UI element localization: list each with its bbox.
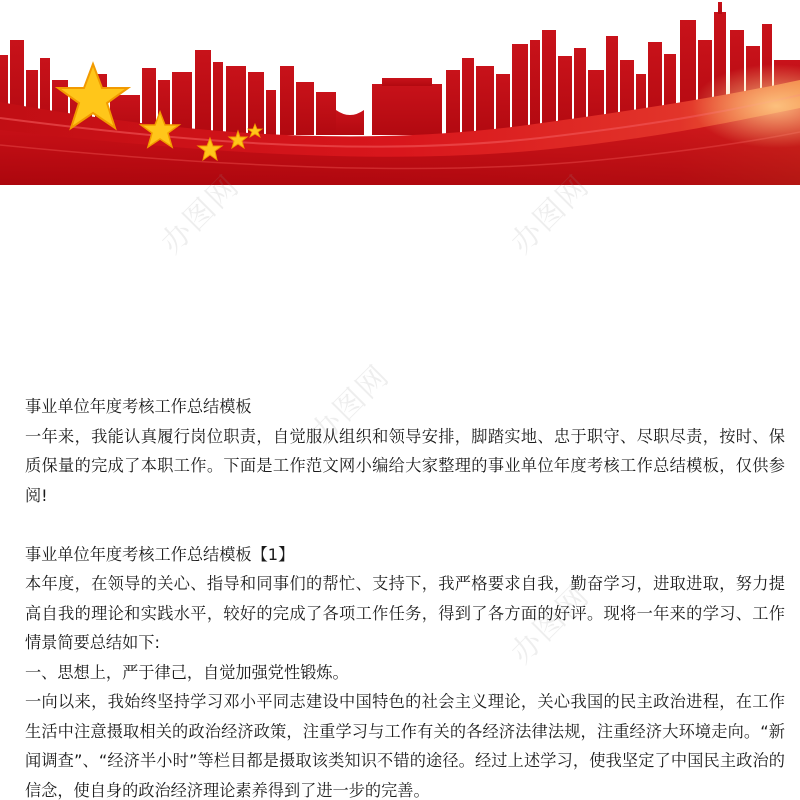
intro-paragraph: 一年来，我能认真履行岗位职责，自觉服从组织和领导安排，脚踏实地、忠于职守、尽职尽责，按时、保质保量的完成了本职工作。下面是工作范文网小编给大家整理的事业单位年度考核工作总结模板，仅供参阅!: [25, 426, 785, 505]
watermark-text: 办图网: [154, 168, 247, 261]
section-heading: 一、思想上，严于律己，自觉加强党性锻炼。: [25, 662, 349, 682]
body-paragraph: 本年度，在领导的关心、指导和同事们的帮忙、支持下，我严格要求自我，勤奋学习，进取进取，努力提高自我的理论和实践水平，较好的完成了各项工作任务，得到了各方面的好评。现将一年来的学习、工作情景简要总结如下:: [25, 574, 785, 652]
watermark-text: 办图网: [304, 358, 397, 451]
watermark-text: 办图网: [504, 578, 597, 671]
red-banner-decoration: [0, 0, 800, 185]
body-paragraph: 一向以来，我始终坚持学习邓小平同志建设中国特色的社会主义理论，关心我国的民主政治进程，在工作生活中注意摄取相关的政治经济政策，注重学习与工作有关的各经济法律法规，注重经济大环境走向。“新闻调查”、“经济半小时”等栏目都是摄取该类知识不错的途径。经过上述学习，使我坚定了中国民主政治的信念，使自身的政治经济理论素养得到了进一步的完善。: [25, 692, 785, 800]
watermark-text: 办图网: [504, 168, 597, 261]
document-body: [25, 392, 785, 800]
section-title: 事业单位年度考核工作总结模板【1】: [25, 544, 295, 564]
paragraph-spacer: [25, 510, 785, 540]
document-title: 事业单位年度考核工作总结模板: [25, 397, 252, 416]
